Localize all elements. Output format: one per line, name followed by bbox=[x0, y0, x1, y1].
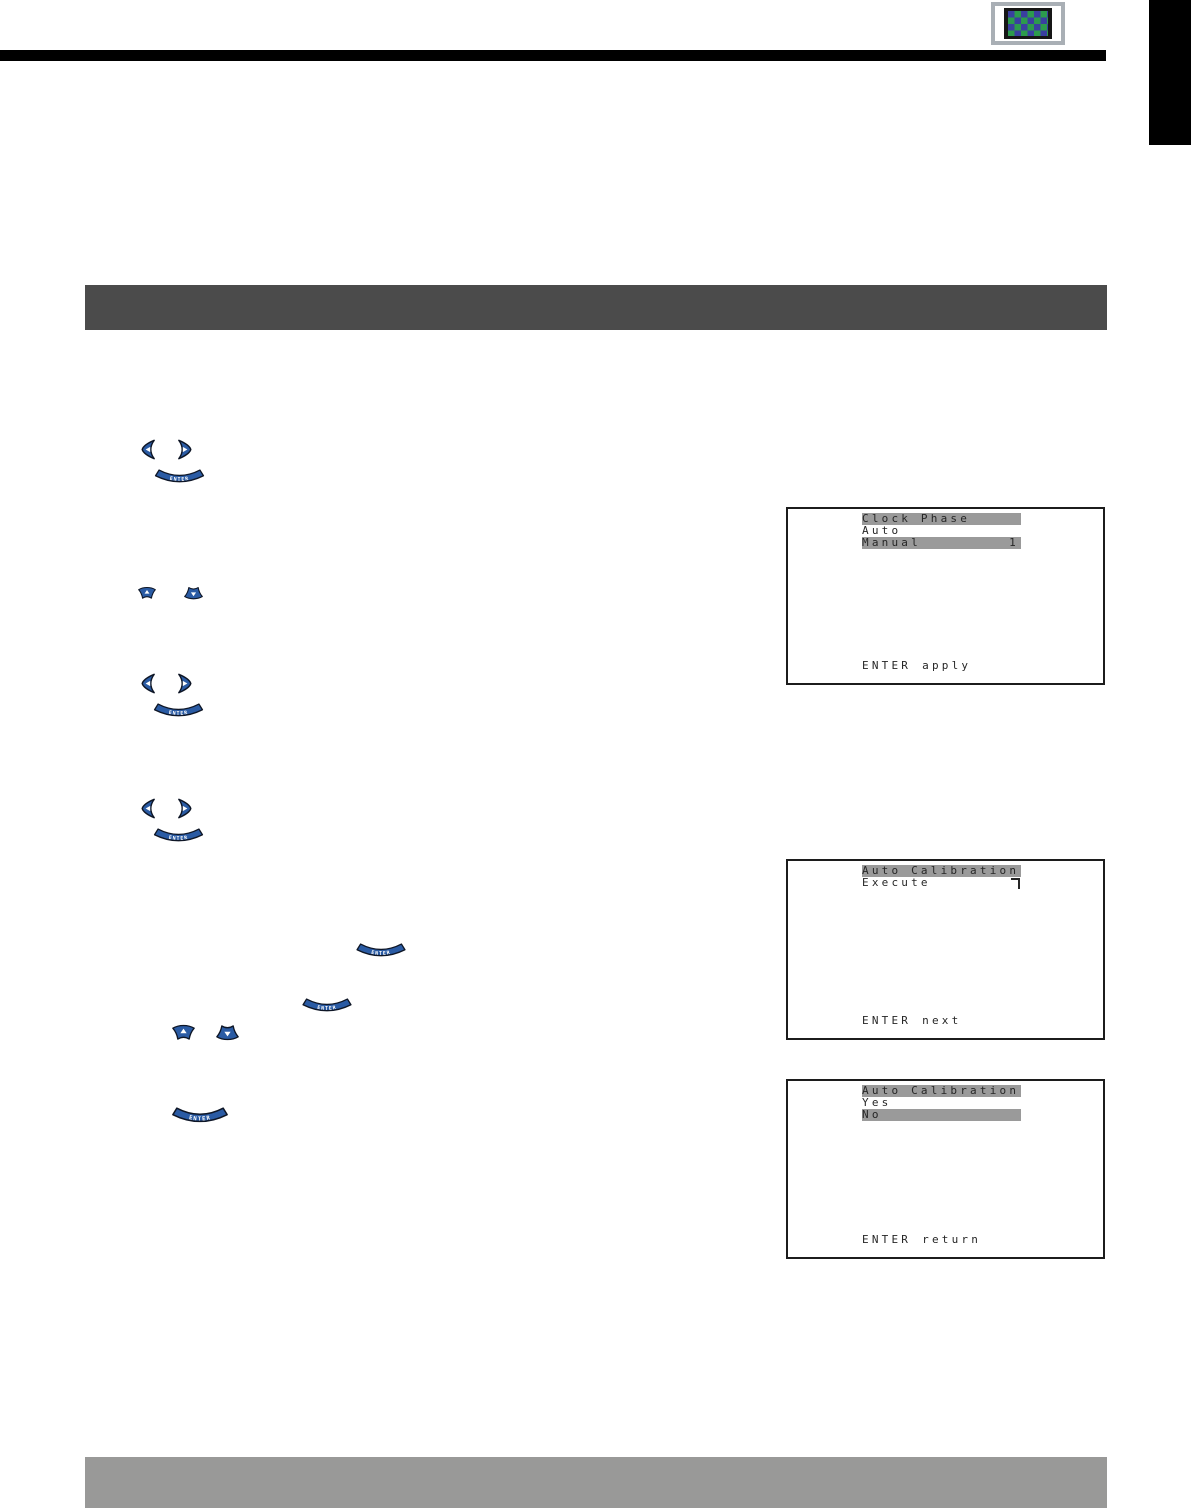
osd-item-label: No bbox=[862, 1108, 882, 1121]
osd-footer-hint bbox=[862, 659, 971, 672]
osd-item-value bbox=[1019, 1109, 1021, 1121]
enter-button-label: ENTER bbox=[188, 1115, 212, 1123]
osd-title-text: Clock Phase bbox=[862, 512, 971, 525]
osd-title-text: Auto Calibration bbox=[862, 1084, 1020, 1097]
osd-item-label: Auto bbox=[862, 524, 902, 537]
enter-button-icon[interactable] bbox=[153, 826, 204, 845]
enter-button-icon[interactable] bbox=[154, 467, 205, 486]
osd-item-label: Yes bbox=[862, 1096, 892, 1109]
osd-footer-hint bbox=[862, 1014, 961, 1027]
osd-screen-clock-phase bbox=[786, 507, 1105, 685]
osd-footer-action: return bbox=[922, 1233, 982, 1246]
enter-button-label: ENTER bbox=[169, 475, 190, 483]
enter-button-label: ENTER bbox=[168, 709, 189, 717]
svg-text:ENTER bbox=[168, 835, 189, 842]
left-arrow-button-icon[interactable] bbox=[141, 673, 157, 694]
down-arrow-button-icon[interactable] bbox=[184, 586, 203, 600]
svg-text:ENTER bbox=[317, 1005, 338, 1012]
enter-button-icon[interactable] bbox=[301, 996, 353, 1015]
osd-item-label: Manual bbox=[862, 536, 921, 549]
enter-button-icon[interactable] bbox=[172, 1104, 228, 1127]
enter-button-icon[interactable] bbox=[153, 701, 204, 720]
osd-item-value bbox=[1019, 1097, 1021, 1109]
left-arrow-button-icon[interactable] bbox=[141, 798, 157, 819]
page-footer-bar bbox=[85, 1457, 1107, 1508]
right-arrow-button-icon[interactable] bbox=[176, 439, 192, 460]
svg-text:ENTER bbox=[371, 950, 392, 957]
osd-screen-auto-calibration-confirm bbox=[786, 1079, 1105, 1259]
osd-footer-action: apply bbox=[922, 659, 972, 672]
section-header-bar bbox=[85, 285, 1107, 330]
osd-menu-item-no bbox=[862, 1109, 1021, 1121]
right-edge-tab bbox=[1149, 0, 1191, 145]
enter-button-label: ENTER bbox=[168, 834, 189, 842]
svg-text:ENTER bbox=[169, 476, 190, 483]
osd-footer-key: ENTER bbox=[862, 1014, 912, 1027]
osd-menu-item-yes bbox=[862, 1097, 1021, 1109]
osd-footer-hint bbox=[862, 1233, 981, 1246]
down-arrow-button-icon[interactable] bbox=[216, 1024, 239, 1041]
enter-button-icon[interactable] bbox=[356, 941, 406, 960]
thumbnail-screen-bezel bbox=[1004, 8, 1052, 39]
top-rule bbox=[0, 50, 1106, 61]
osd-item-label: Execute bbox=[862, 876, 931, 889]
checkerboard-icon bbox=[1008, 11, 1048, 36]
right-arrow-button-icon[interactable] bbox=[176, 673, 192, 694]
test-pattern-thumbnail bbox=[991, 2, 1065, 45]
osd-item-value: 1 bbox=[1009, 536, 1019, 549]
enter-button-label: ENTER bbox=[370, 949, 392, 957]
osd-title-text: Auto Calibration bbox=[862, 864, 1020, 877]
osd-menu-item-execute bbox=[862, 877, 1021, 889]
svg-text:ENTER bbox=[168, 710, 189, 717]
right-arrow-button-icon[interactable] bbox=[176, 798, 192, 819]
up-arrow-button-icon[interactable] bbox=[172, 1024, 195, 1041]
osd-screen-auto-calibration bbox=[786, 859, 1105, 1040]
up-arrow-button-icon[interactable] bbox=[138, 586, 156, 600]
osd-menu-item-manual bbox=[862, 537, 1021, 549]
return-corner-icon bbox=[1011, 878, 1020, 889]
osd-footer-action: next bbox=[922, 1014, 962, 1027]
osd-item-value bbox=[1019, 525, 1021, 537]
osd-footer-key: ENTER bbox=[862, 659, 912, 672]
osd-footer-key: ENTER bbox=[862, 1233, 912, 1246]
left-arrow-button-icon[interactable] bbox=[141, 439, 157, 460]
enter-button-label: ENTER bbox=[316, 1004, 338, 1012]
svg-text:ENTER bbox=[188, 1115, 211, 1122]
